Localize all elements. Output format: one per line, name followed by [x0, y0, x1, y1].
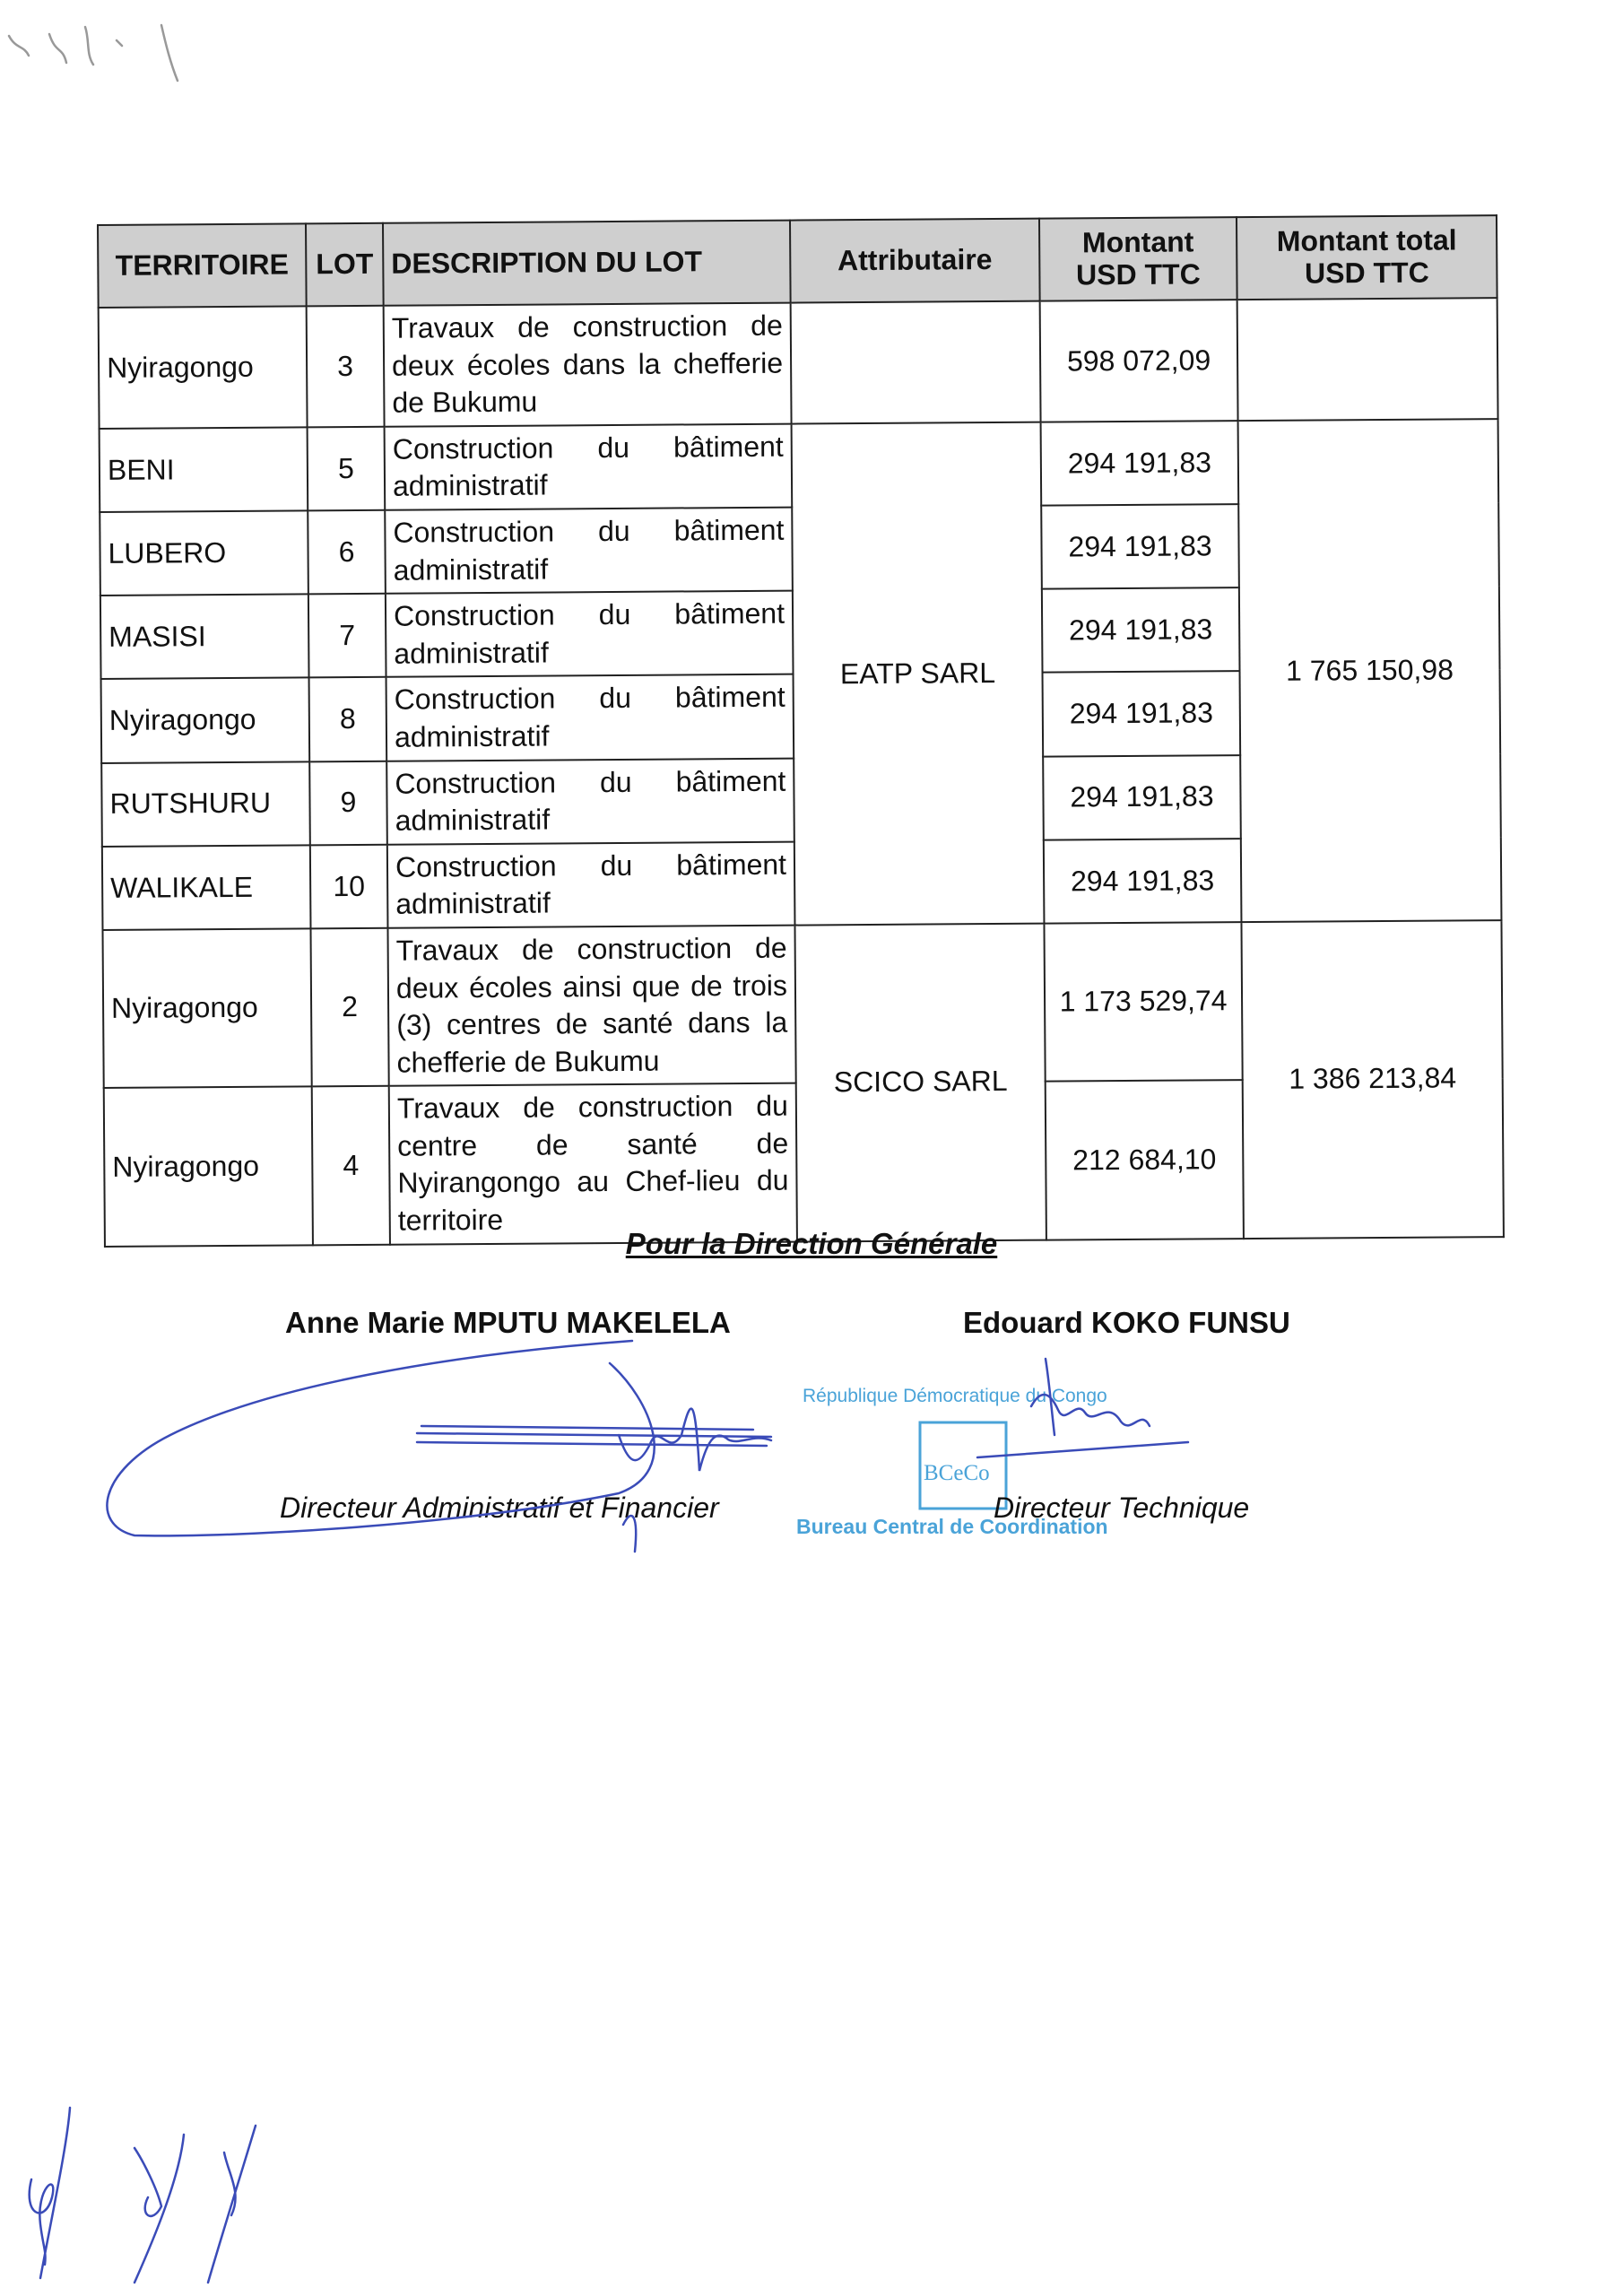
left-signatory-name: Anne Marie MPUTU MAKELELA: [285, 1306, 731, 1339]
description-cell: Construction du bâtiment administratif: [386, 758, 794, 844]
header-montant-line2: USD TTC: [1075, 257, 1201, 291]
header-attributaire: Attributaire: [790, 219, 1040, 303]
right-signature-scrawl: [1031, 1359, 1150, 1435]
left-signatory-title: Directeur Administratif et Financier: [280, 1492, 719, 1524]
montant-cell: 294 191,83: [1043, 755, 1241, 840]
lot-cell: 3: [307, 306, 385, 427]
right-signatory-title: Directeur Technique: [994, 1492, 1250, 1524]
territoire-cell: MASISI: [100, 595, 309, 680]
description-cell: Travaux de construction de deux écoles dans la chefferie de Bukumu: [384, 303, 792, 427]
description-cell: Construction du bâtiment administratif: [385, 423, 793, 509]
right-signature-underline: [977, 1442, 1188, 1457]
left-signature-scrawl: [619, 1409, 771, 1471]
territoire-cell: WALIKALE: [102, 845, 311, 930]
montant-cell: 294 191,83: [1041, 504, 1239, 589]
montant-cell: 294 191,83: [1044, 839, 1242, 924]
direction-heading: Pour la Direction Générale: [625, 1227, 998, 1260]
attributaire-cell-eatp: EATP SARL: [792, 422, 1045, 925]
left-signature-loop: [107, 1341, 654, 1535]
montant-cell: 212 684,10: [1046, 1080, 1244, 1239]
territoire-cell: Nyiragongo: [102, 928, 311, 1088]
attributaire-cell-scico: SCICO SARL: [794, 924, 1046, 1242]
header-montant-line1: Montant: [1081, 225, 1194, 259]
right-signatory-name: Edouard KOKO FUNSU: [963, 1306, 1290, 1339]
corner-initials-2: [135, 2135, 184, 2283]
territoire-cell: BENI: [100, 427, 308, 512]
montant-cell: 294 191,83: [1041, 421, 1239, 506]
territoire-cell: RUTSHURU: [101, 761, 310, 847]
lot-cell: 2: [310, 928, 388, 1087]
header-total-line2: USD TTC: [1304, 256, 1429, 290]
header-territoire: TERRITOIRE: [98, 223, 307, 308]
lot-cell: 6: [308, 510, 386, 595]
lot-cell: 7: [308, 594, 386, 678]
header-description: DESCRIPTION DU LOT: [383, 221, 791, 306]
lot-cell: 9: [309, 761, 387, 845]
total-cell-scico: 1 386 213,84: [1241, 920, 1503, 1239]
header-lot: LOT: [306, 223, 384, 307]
territoire-cell: Nyiragongo: [104, 1087, 313, 1247]
left-signature-tail: [623, 1516, 636, 1552]
total-cell-eatp: 1 765 150,98: [1238, 419, 1502, 922]
lot-cell: 4: [312, 1086, 390, 1245]
lot-cell: 8: [309, 677, 387, 761]
territoire-cell: Nyiragongo: [99, 306, 308, 428]
description-cell: Construction du bâtiment administratif: [387, 841, 795, 927]
lot-cell: 5: [308, 427, 386, 511]
lot-cell: 10: [310, 844, 388, 928]
montant-cell: 598 072,09: [1040, 300, 1238, 422]
description-cell: Construction du bâtiment administratif: [385, 508, 793, 594]
description-cell: Construction du bâtiment administratif: [386, 591, 794, 677]
corner-initials-1: [30, 2108, 70, 2278]
montant-cell: 294 191,83: [1042, 587, 1240, 673]
territoire-cell: LUBERO: [100, 510, 308, 596]
header-total-line1: Montant total: [1276, 223, 1457, 257]
montant-cell: 294 191,83: [1043, 671, 1241, 756]
montant-cell: 1 173 529,74: [1044, 922, 1242, 1082]
description-cell: Travaux de construction de deux écoles ainsi que de trois (3) centres de santé dans la chefferie de Bukumu: [387, 925, 795, 1086]
corner-initials-3: [208, 2126, 256, 2283]
territoire-cell: Nyiragongo: [101, 678, 310, 763]
stamp-top-text: République Démocratique du Congo: [803, 1386, 1107, 1406]
stamp-bottom-text: Bureau Central de Coordination: [796, 1515, 1108, 1538]
description-cell: Travaux de construction du centre de santé de Nyirangongo au Chef-lieu du territoire: [389, 1083, 797, 1245]
stamp-logo-text: BCeCo: [924, 1461, 990, 1485]
description-cell: Construction du bâtiment administratif: [386, 674, 794, 761]
corner-scribble: [9, 25, 178, 81]
